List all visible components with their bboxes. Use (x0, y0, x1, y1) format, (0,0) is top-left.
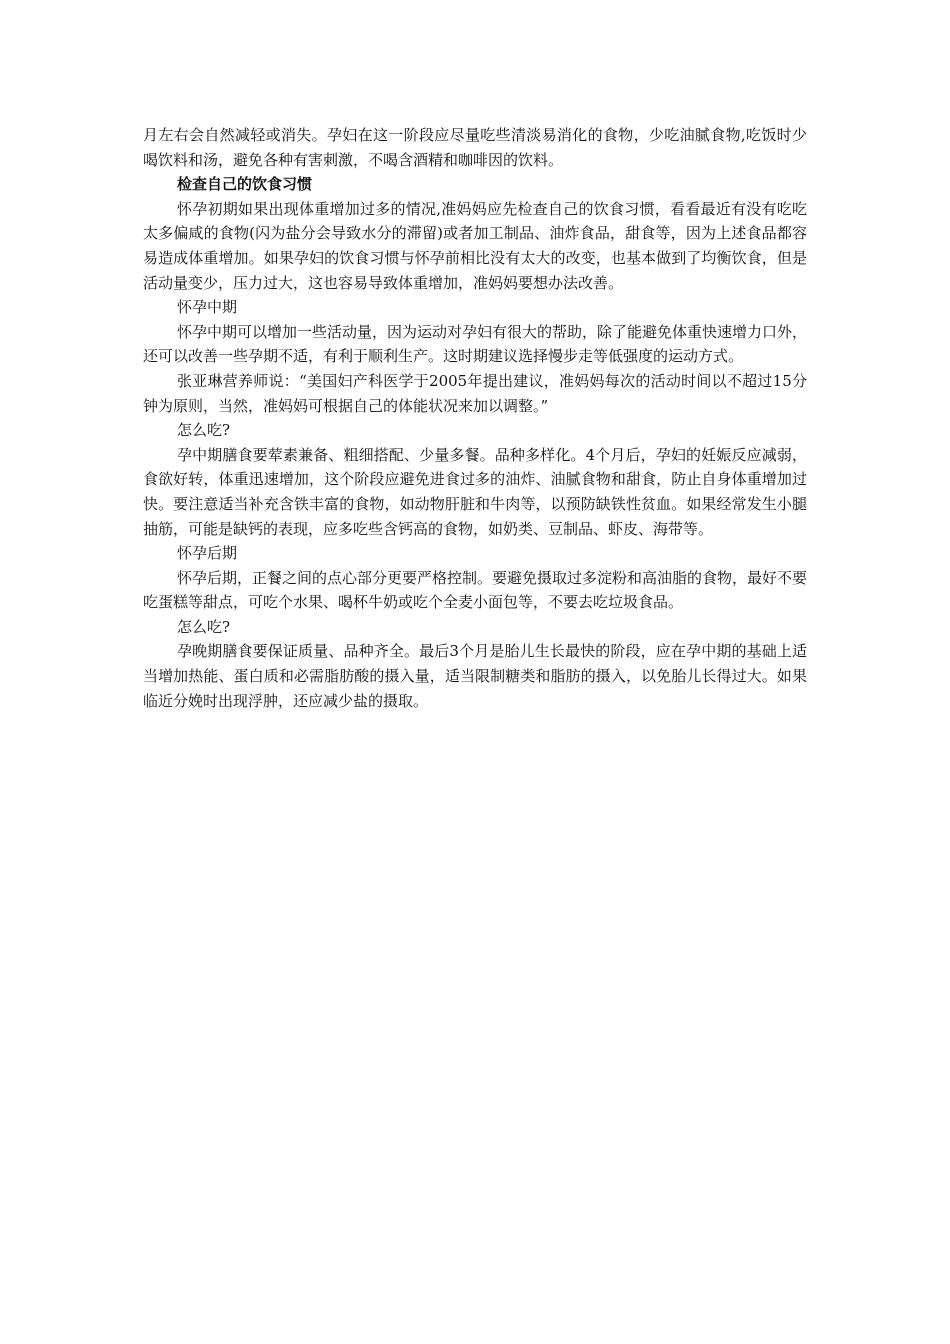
document-body (143, 123, 807, 713)
paragraph-mid-activity: 怀孕中期可以增加一些活动量，因为运动对孕妇有很大的帮助，除了能避免体重快速增力口外，还可以改善一些孕期不适，有利于顺利生产。这时期建议选择慢步走等低强度的运动方式。 (143, 322, 808, 366)
section-heading-mid-pregnancy: 怀孕中期 (177, 298, 238, 317)
paragraph-mid-diet: 孕中期膳食要荤素兼备、粗细搭配、少量多餐。品种多样化。4个月后，孕妇的妊娠反应减弱，食欲好转，体重迅速增加，这个阶段应避免进食过多的油炸、油腻食物和甜食，防止自身体重增加过快。要注意适当补充含铁丰富的食物，如动物肝脏和牛肉等，以预防缺铁性贫血。如果经常发生小腿抽筋，可能是缺钙的表现，应多吃些含钙高的食物，如奶类、豆制品、虾皮、海带等。 (143, 445, 807, 538)
paragraph-nutritionist-quote: 张亚琳营养师说：“美国妇产科医学于2005年提出建议，准妈妈每次的活动时间以不超过15分钟为原则，当然，准妈妈可根据自己的体能状况来加以调整。” (143, 371, 807, 415)
paragraph-early-pregnancy: 怀孕初期如果出现体重增加过多的情况,准妈妈应先检查自己的饮食习惯，看看最近有没有吃吃太多偏咸的食物(闪为盐分会导致水分的滞留)或者加工制品、油炸食品，甜食等，因为上述食品都容易造成体重增加。如果孕妇的饮食习惯与怀孕前相比没有太大的改变，也基本做到了均衡饮食，但是活动量变少，压力过大，这也容易导致体重增加，准妈妈要想办法改善。 (143, 199, 807, 292)
section-heading-how-to-eat-late: 怎么吃? (177, 617, 231, 636)
paragraph-late-diet: 孕晚期膳食要保证质量、品种齐全。最后3个月是胎儿生长最快的阶段，应在孕中期的基础上适当增加热能、蛋白质和必需脂肪酸的摄入量，适当限制糖类和脂肪的摄入，以免胎儿长得过大。如果临近分娩时出现浮肿，还应减少盐的摄取。 (143, 642, 807, 710)
section-heading-late-pregnancy: 怀孕后期 (177, 544, 238, 563)
section-heading-diet-habits: 检查自己的饮食习惯 (177, 175, 313, 194)
paragraph-late-snacks: 怀孕后期，正餐之间的点心部分更要严格控制。要避免摄取过多淀粉和高油脂的食物，最好不要吃蛋糕等甜点，可吃个水果、喝杯牛奶或吃个全麦小面包等，不要去吃垃圾食品。 (143, 568, 808, 612)
paragraph-continuation: 月左右会自然减轻或消失。孕妇在这一阶段应尽量吃些清淡易消化的食物，少吃油腻食物,吃饭时少喝饮料和汤，避免各种有害刺激，不喝含酒精和咖啡因的饮料。 (143, 126, 807, 169)
section-heading-how-to-eat-mid: 怎么吃? (177, 421, 231, 440)
